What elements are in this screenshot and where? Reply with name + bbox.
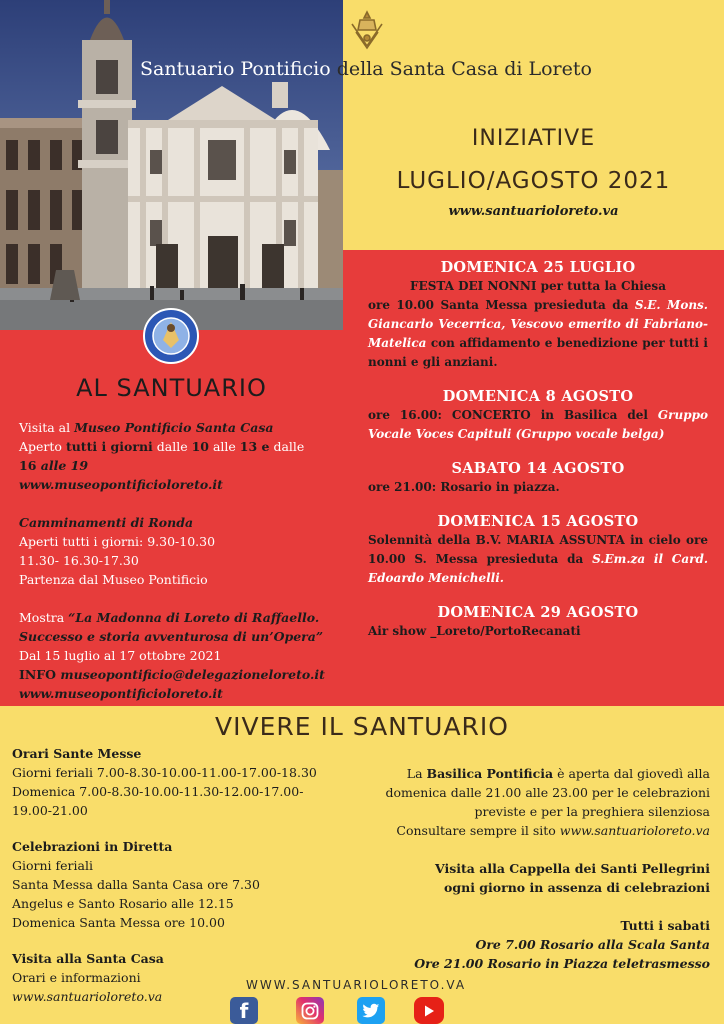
- sabati-line2: Ore 21.00 Rosario in Piazza teletrasmesso: [414, 956, 710, 971]
- diretta-line3: Angelus e Santo Rosario alle 12.15: [12, 896, 234, 911]
- mostra-prefix: Mostra: [19, 610, 69, 625]
- basilica-l4-a: Consultare sempre il sito: [396, 823, 560, 838]
- basilica-line4: [370, 821, 710, 840]
- vivere-right-column: [370, 764, 710, 973]
- facebook-glyph: f: [239, 998, 249, 1023]
- events-list: [368, 258, 708, 656]
- event-heading: DOMENICA 29 AGOSTO: [437, 604, 639, 621]
- basilica-c: è aperta dal giovedì alla: [553, 766, 710, 781]
- sabati-title: Tutti i sabati: [620, 918, 710, 933]
- site-title-part1: Santuario Pontificio: [140, 58, 331, 80]
- ronda-line1: Aperti tutti i giorni: 9.30-10.30: [19, 534, 216, 549]
- event-heading: DOMENICA 15 AGOSTO: [437, 513, 639, 530]
- museo-hours-f: 13 e: [239, 439, 270, 454]
- orari-line2: Domenica 7.00-8.30-10.00-11.30-12.00-17.00-: [12, 784, 304, 799]
- al-santuario-content: [19, 418, 339, 703]
- diretta-title: Celebrazioni in Diretta: [12, 839, 173, 854]
- instagram-icon[interactable]: [296, 997, 324, 1024]
- basilica-line2: domenica dalle 21.00 alle 23.00 per le celebrazioni: [385, 785, 710, 800]
- basilica-b: Basilica Pontificia: [426, 766, 554, 781]
- visita-website-link[interactable]: www.santuarioloreto.va: [12, 989, 163, 1004]
- mostra-info-line: [19, 665, 339, 684]
- event-text-a: Solennità della B.V. MARIA ASSUNTA in cielo ore 10.00 S. Messa presieduta da: [368, 533, 708, 566]
- basilica-line1: [370, 764, 710, 783]
- cappella-line1: Visita alla Cappella dei Santi Pellegrini: [435, 861, 710, 876]
- event-item: [368, 258, 708, 372]
- basilica-photo: [0, 0, 343, 330]
- footer-website-link[interactable]: WWW.SANTUARIOLORETO.VA: [246, 978, 467, 992]
- event-text-b: S.E. Mons. Giancarlo Vecerrica, Vescovo emerito di Fabriano-Matelica: [368, 298, 708, 350]
- mostra-dates: Dal 15 luglio al 17 ottobre 2021: [19, 648, 222, 663]
- orari-line1: Giorni feriali 7.00-8.30-10.00-11.00-17.00-18.30: [12, 765, 317, 780]
- papal-crest-icon: [346, 8, 388, 52]
- mostra-line1: [19, 608, 339, 627]
- mostra-title-1: “La Madonna di Loreto di Raffaello.: [68, 610, 320, 625]
- initiatives-period: LUGLIO/AGOSTO 2021: [396, 168, 671, 194]
- orari-title: Orari Sante Messe: [12, 746, 142, 761]
- initiatives-heading: INIZIATIVE: [471, 126, 596, 151]
- ronda-title: Camminamenti di Ronda: [19, 515, 194, 530]
- mostra-website-link[interactable]: www.museopontificioloreto.it: [19, 686, 223, 701]
- mostra-title-2: Successo e storia avventurosa di un’Opera”: [19, 629, 324, 644]
- museo-visit-line: [19, 418, 339, 437]
- diretta-line4: Domenica Santa Messa ore 10.00: [12, 915, 225, 930]
- cappella-line2: ogni giorno in assenza di celebrazioni: [444, 880, 710, 895]
- museo-hours-line: [19, 437, 339, 456]
- museo-visit-prefix: Visita al: [19, 420, 75, 435]
- museo-hours-i: alle 19: [40, 458, 89, 473]
- twitter-icon[interactable]: [357, 997, 385, 1024]
- event-item: [368, 387, 708, 444]
- vivere-left-column: [12, 744, 372, 1006]
- museo-hours-d: 10: [191, 439, 209, 454]
- ronda-line3: Partenza dal Museo Pontificio: [19, 572, 208, 587]
- vivere-title: VIVERE IL SANTUARIO: [215, 712, 509, 741]
- museo-hours-line2: [19, 456, 339, 475]
- visita-line1: Orari e informazioni: [12, 970, 141, 985]
- facebook-icon[interactable]: [230, 997, 258, 1024]
- event-subtitle: FESTA DEI NONNI per tutta la Chiesa: [410, 279, 666, 293]
- visita-title: Visita alla Santa Casa: [12, 951, 164, 966]
- basilica-a: La: [406, 766, 427, 781]
- event-heading: SABATO 14 AGOSTO: [451, 460, 625, 477]
- museo-name: Museo Pontificio Santa Casa: [74, 420, 274, 435]
- event-text: [368, 296, 708, 372]
- event-text: ore 21.00: Rosario in piazza.: [368, 480, 560, 494]
- event-text-b: S.Em.za il Card. Edoardo Menichelli.: [368, 552, 709, 585]
- museo-website-link[interactable]: www.museopontificioloreto.it: [19, 477, 223, 492]
- youtube-icon[interactable]: [414, 997, 444, 1024]
- mostra-info-email[interactable]: museopontificio@delegazioneloreto.it: [60, 667, 325, 682]
- museo-hours-a: Aperto: [19, 439, 66, 454]
- museo-hours-e: alle: [209, 439, 240, 454]
- event-item: [368, 459, 708, 497]
- virgo-lauretana-badge-icon: [143, 308, 199, 364]
- sabati-line1: Ore 7.00 Rosario alla Scala Santa: [475, 937, 710, 952]
- basilica-line3: previste e per la preghiera silenziosa: [474, 804, 710, 819]
- al-santuario-title: AL SANTUARIO: [76, 374, 267, 402]
- site-title: [140, 58, 592, 80]
- event-heading: DOMENICA 25 LUGLIO: [440, 259, 636, 276]
- header-website-link[interactable]: www.santuarioloreto.va: [448, 204, 619, 219]
- event-text: [368, 406, 708, 444]
- event-text: [368, 531, 708, 588]
- basilica-website-link[interactable]: www.santuarioloreto.va: [559, 823, 710, 838]
- event-text-a: ore 10.00 Santa Messa presieduta da: [368, 298, 635, 312]
- event-item: [368, 512, 708, 588]
- event-heading: DOMENICA 8 AGOSTO: [442, 388, 634, 405]
- museo-hours-h: 16: [19, 458, 41, 473]
- event-item: [368, 603, 708, 641]
- orari-line3: 19.00-21.00: [12, 803, 88, 818]
- museo-hours-c: dalle: [152, 439, 192, 454]
- event-text-b: Gruppo Vocale Voces Capituli (Gruppo vocale belga): [368, 408, 708, 441]
- ronda-line2: 11.30- 16.30-17.30: [19, 553, 139, 568]
- event-text: Air show _Loreto/PortoRecanati: [368, 624, 581, 638]
- mostra-info-label: INFO: [19, 667, 61, 682]
- diretta-line2: Santa Messa dalla Santa Casa ore 7.30: [12, 877, 260, 892]
- museo-hours-g: dalle: [269, 439, 305, 454]
- diretta-line1: Giorni feriali: [12, 858, 93, 873]
- event-text-c: con affidamento e benedizione per tutti i nonni e gli anziani.: [368, 336, 708, 369]
- event-text-a: ore 16.00: CONCERTO in Basilica del: [368, 408, 658, 422]
- site-title-part2: della Santa Casa di Loreto: [336, 58, 592, 80]
- museo-hours-b: tutti i giorni: [65, 439, 153, 454]
